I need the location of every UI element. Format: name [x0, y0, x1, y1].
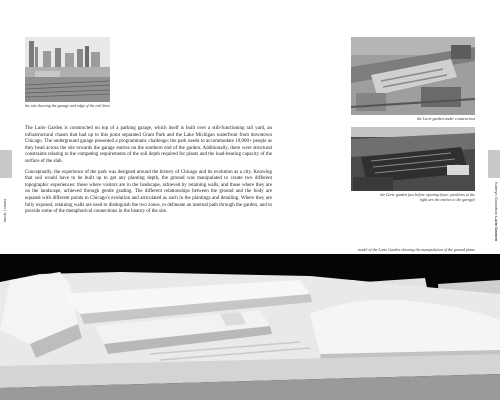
left-running-head: lands | cases — [2, 198, 7, 222]
model-caption: model of the Lurie Garden showing the manipulation of the ground plane — [357, 247, 475, 252]
garden-model-photo — [0, 254, 500, 400]
aerial-construction-photo — [351, 37, 475, 115]
running-head-author: Kathryn Gustafson — [494, 182, 499, 216]
aerial-caption: the Lurie garden under construction — [416, 116, 475, 121]
running-head-project: Lurie Garden — [494, 216, 499, 242]
article-body — [25, 126, 272, 220]
planted-caption: the Lurie garden just before opening (note: pavilions to the right are the entries to the garage) — [380, 192, 475, 202]
right-running-head — [489, 182, 499, 252]
skyline-photo — [25, 37, 110, 102]
left-page-tab — [0, 150, 12, 178]
right-page-tab — [488, 150, 500, 178]
body-paragraph: The Lurie Garden is constructed on top of a parking garage, which itself is built over a still-functioning rail yard, an infrastructural chasm that had up to this point separated Grant Park and the Lake Michigan waterfront from downtown Chicago. The underground garage presented a programmatic challenge; the park needs to accommodate 10,000+ people as they head across the site towards the garage entries on the southern end of the garden. Additionally, there were structural constraints relating to the competing requirements of the soil depth required for plants and the load-bearing capacity of the surface of the slab. — [25, 126, 272, 164]
body-paragraph: Conceptually, the experience of the park was designed around the history of Chicago and its evolution as a city. Knowing that soil would have to be built up to get any planting depth, the ground was manipulated to create two different topographic experiences: those where visitors are in the landscape, achieved by retaining walls, and those where they are on the landscape, achieved through gentle grading. The different relationships between the ground and the body are equated with different points in Chicago's evolution and articulated as such in the plantings and detailing. Where they are fully exposed, retaining walls are used to distinguish the two zones, to delineate an internal path through the garden, and to provide some of the metaphorical connections in the history of the site. — [25, 169, 272, 215]
planted-garden-photo — [351, 127, 475, 191]
skyline-caption: the site showing the garage and edge of the rail lines — [25, 103, 110, 108]
